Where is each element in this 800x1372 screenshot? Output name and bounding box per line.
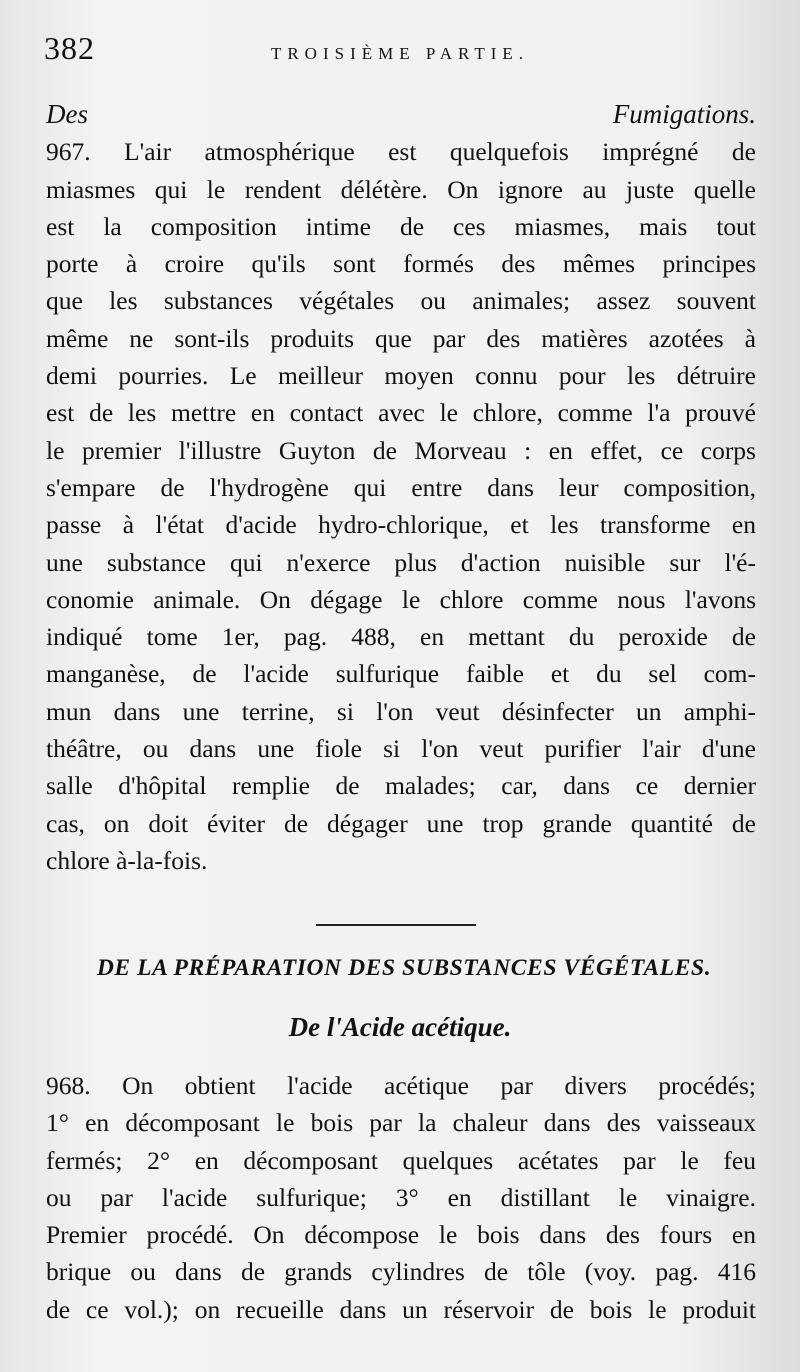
text-line: s'empare de l'hydrogène qui entre dans leur composition, (46, 472, 756, 502)
text-line: passe à l'état d'acide hydro-chlorique, et les transforme en (46, 510, 756, 540)
fumigations-heading: Des Fumigations. (46, 99, 756, 129)
text-line: porte à croire qu'ils sont formés des mêmes principes (46, 249, 756, 279)
text-line: mun dans une terrine, si l'on veut désinfecter un amphi- (46, 696, 756, 726)
section-title: DE LA PRÉPARATION DES SUBSTANCES VÉGÉTALES. (96, 955, 712, 981)
fumigations-section (46, 96, 756, 879)
text-line: théâtre, ou dans une fiole si l'on veut purifier l'air d'une (46, 734, 756, 764)
text-line: miasmes qui le rendent délétère. On ignore au juste quelle (46, 174, 756, 204)
text-line: le premier l'illustre Guyton de Morveau : en effet, ce corps (46, 435, 756, 465)
text-line: que les substances végétales ou animales; assez souvent (46, 286, 756, 316)
page-number: 382 (44, 30, 95, 66)
text-line: fermés; 2° en décomposant quelques acétates par le feu (46, 1145, 756, 1175)
text-line: 968. On obtient l'acide acétique par divers procédés; (46, 1071, 756, 1100)
section-divider (316, 924, 476, 926)
text-line: 967. L'air atmosphérique est quelquefois imprégné de (46, 137, 756, 167)
text-line: cas, on doit éviter de dégager une trop grande quantité de (46, 808, 756, 838)
text-line: même ne sont-ils produits que par des matières azotées à (46, 323, 756, 353)
text-line: manganèse, de l'acide sulfurique faible et du sel com- (46, 659, 756, 689)
text-line: est de les mettre en contact avec le chlore, comme l'a prouvé (46, 398, 756, 428)
text-line: une substance qui n'exerce plus d'action nuisible sur l'é- (46, 547, 756, 577)
text-line: salle d'hôpital remplie de malades; car, dans ce dernier (46, 771, 756, 801)
acide-section (46, 1067, 756, 1328)
text-line: demi pourries. Le meilleur moyen connu pour les détruire (46, 361, 756, 391)
running-header: TROISIÈME PARTIE. (270, 44, 530, 63)
text-line: brique ou dans de grands cylindres de tôle (voy. pag. 416 (46, 1257, 756, 1287)
text-line: Premier procédé. On décompose le bois dans des fours en (46, 1220, 756, 1250)
text-line: de ce vol.); on recueille dans un réservoir de bois le produit (46, 1294, 756, 1324)
acide-heading: De l'Acide acétique. (288, 1012, 512, 1042)
text-line: 1° en décomposant le bois par la chaleur dans des vaisseaux (46, 1108, 756, 1138)
text-line: conomie animale. On dégage le chlore comme nous l'avons (46, 584, 756, 614)
text-line: chlore à-la-fois. (46, 845, 208, 875)
text-line: est la composition intime de ces miasmes, mais tout (46, 211, 756, 241)
text-line: indiqué tome 1er, pag. 488, en mettant du peroxide de (46, 622, 756, 652)
text-line: ou par l'acide sulfurique; 3° en distillant le vinaigre. (46, 1182, 756, 1212)
